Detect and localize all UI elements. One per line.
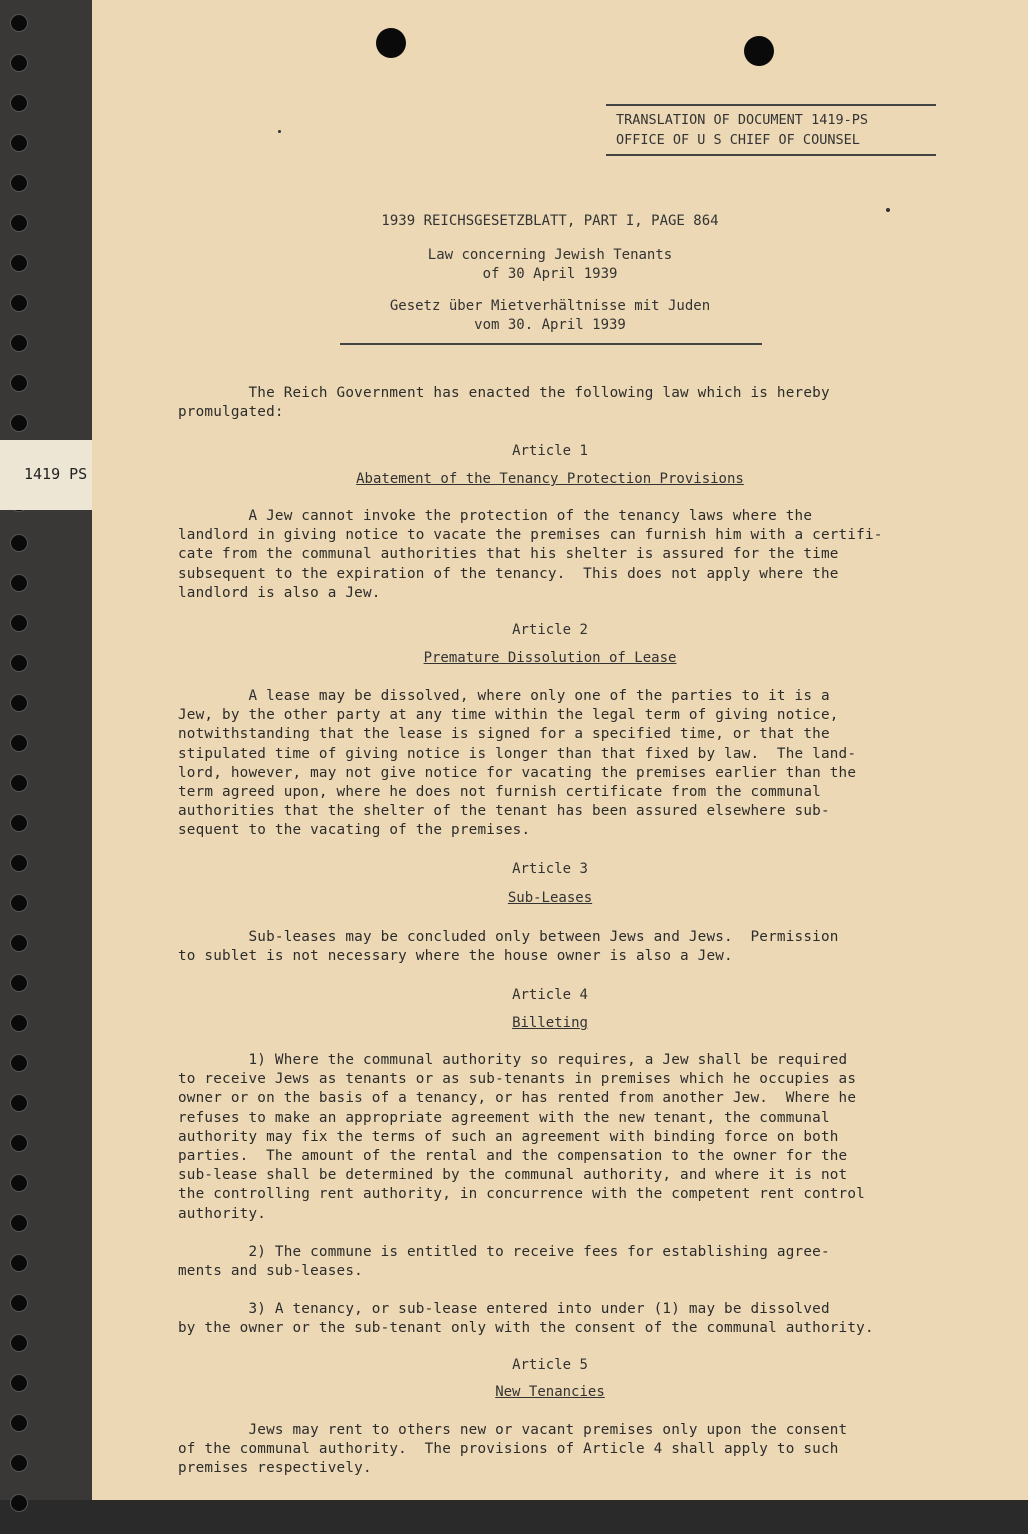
article-4-text-3: 3) A tenancy, or sub-lease entered into under (1) may be dissolved by the owner or the sub-tenant only with the consent of the communal authority.: [178, 1301, 874, 1337]
index-tab: [0, 440, 92, 510]
title-rule: [340, 343, 762, 345]
title-german: [200, 297, 900, 335]
article-1-text: A Jew cannot invoke the protection of the tenancy laws where the landlord in giving notice to vacate the premises can furnish him with a certifi- cate from the communal authorities that his shelter is assured for the time subsequent to the expiration of the tenancy. This does not apply where the landlord is also a Jew.: [178, 508, 883, 601]
article-1-title: Abatement of the Tenancy Protection Provisions: [356, 471, 744, 487]
title-english-line-1: Law concerning Jewish Tenants: [427, 247, 673, 263]
punch-hole-right: [744, 36, 774, 66]
article-4-number: Article 4: [512, 987, 588, 1003]
article-5-text: Jews may rent to others new or vacant premises only upon the consent of the communal authority. The provisions of Article 4 shall apply to such premises respectively.: [178, 1422, 848, 1477]
article-3-number: Article 3: [512, 861, 588, 877]
article-2-title: Premature Dissolution of Lease: [423, 650, 677, 666]
article-5-number: Article 5: [512, 1357, 588, 1373]
binder-strip: [0, 0, 92, 1500]
index-tab-label: 1419 PS: [24, 465, 88, 483]
article-4-text: 1) Where the communal authority so requires, a Jew shall be required to receive Jews as tenants or as sub-tenants in premises which he occupies as owner or on the basis of a tenancy, or has rented from another Jew. Where he refuses to make an appropriate agreement with the new tenant, the communal authority may fix the terms of such an agreement with binding force on both parties. The amount of the rental and the compensation to the owner for the sub-lease shall be determined by the communal authority, and where it is not the controlling rent authority, in concurrence with the competent rent control authority.: [178, 1052, 865, 1222]
title-german-line-1: Gesetz über Mietverhältnisse mit Juden: [389, 298, 711, 314]
article-5-title: New Tenancies: [495, 1384, 605, 1400]
article-4-title: Billeting: [512, 1015, 588, 1031]
article-3-title: Sub-Leases: [507, 890, 593, 906]
article-2-text: A lease may be dissolved, where only one of the parties to it is a Jew, by the other party at any time within the legal term of giving notice, notwithstanding that the lease is signed for a specified time, or that the stipulated time of giving notice is longer than that fixed by law. The land- lord, however, may not give notice for vacating the premises earlier than the term agreed upon, where he does not furnish certificate from the communal authorities that the shelter of the tenant has been assured elsewhere sub- sequent to the vacating of the premises.: [178, 688, 857, 839]
article-3-text: Sub-leases may be concluded only between Jews and Jews. Permission to sublet is not necessary where the house owner is also a Jew.: [178, 929, 839, 965]
header-line-2: OFFICE OF U S CHIEF OF COUNSEL: [616, 132, 860, 148]
preamble: The Reich Government has enacted the following law which is hereby promulgated:: [178, 385, 830, 421]
title-german-line-2: vom 30. April 1939: [474, 317, 626, 333]
article-2-number: Article 2: [512, 622, 588, 638]
translation-header: [606, 104, 936, 156]
punch-hole-left: [376, 28, 406, 58]
source-citation: 1939 REICHSGESETZBLATT, PART I, PAGE 864: [381, 213, 719, 229]
article-4-text-2: 2) The commune is entitled to receive fees for establishing agree- ments and sub-leases.: [178, 1244, 830, 1280]
header-line-1: TRANSLATION OF DOCUMENT 1419-PS: [616, 112, 868, 128]
binder-holes: [10, 14, 30, 1534]
title-english-line-2: of 30 April 1939: [482, 266, 618, 282]
title-english: [200, 246, 900, 284]
article-1-number: Article 1: [512, 443, 588, 459]
